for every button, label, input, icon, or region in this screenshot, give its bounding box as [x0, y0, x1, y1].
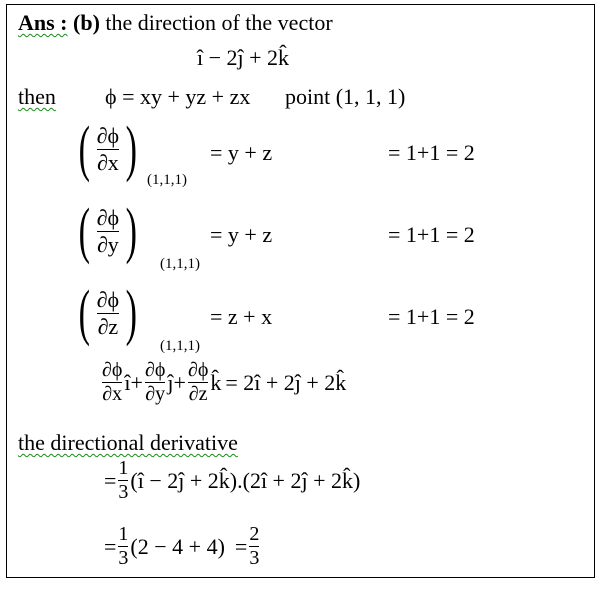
partial-z-eval-point: (1,1,1)	[160, 338, 200, 354]
point-text: point (1, 1, 1)	[285, 84, 406, 109]
option-label: (b)	[73, 10, 100, 35]
partial-x-expr: = y + z	[210, 140, 273, 165]
partial-x-value: = 1+1 = 2	[388, 140, 475, 165]
partial-z-block: ( $\frac{\partial\phi}{\partial z}$ )	[78, 279, 138, 347]
phi-definition: ϕ = xy + yz + zx	[105, 84, 251, 109]
gradient-result: = 2î + 2ĵ + 2k̂	[225, 369, 347, 395]
left-paren: (	[78, 115, 91, 183]
dot-product-expr: (î − 2ĵ + 2k̂).(2î + 2ĵ + 2k̂)	[130, 467, 361, 493]
partial-x-block	[74, 115, 142, 183]
sum-expr: (2 − 4 + 4)	[130, 533, 225, 559]
grad-term-y: $\frac{\partial\phi}{\partial y}$	[144, 359, 166, 405]
right-paren: )	[125, 115, 138, 183]
partial-x-fraction: $\frac{\partial\phi}{\partial x}$	[96, 122, 120, 175]
unit-i: î	[124, 369, 131, 395]
partial-z-expr: = z + x	[210, 304, 273, 329]
ans-label: Ans :	[18, 10, 68, 35]
partial-y-fraction: $\frac{\partial\phi}{\partial y}$	[96, 204, 120, 257]
one-third-fraction: $\frac{1}{3}$	[118, 457, 129, 503]
unit-j: ĵ	[167, 369, 174, 395]
vector-expression: î − 2ĵ + 2k̂	[197, 45, 290, 70]
dd-line-1: = $\frac{1}{3}$ (î − 2ĵ + 2k̂).(2î + 2ĵ + 2k̂)	[104, 457, 361, 503]
one-third-fraction-2: $\frac{1}{3}$	[118, 523, 129, 569]
partial-y-value: = 1+1 = 2	[388, 222, 475, 247]
partial-y-expr: = y + z	[210, 222, 273, 247]
partial-y-block: ( $\frac{\partial\phi}{\partial y}$ )	[78, 197, 138, 265]
partial-z-value: = 1+1 = 2	[388, 304, 475, 329]
header-line	[18, 10, 333, 36]
dd-line-2: = $\frac{1}{3}$ (2 − 4 + 4) = $\frac{2}{3}$	[104, 523, 260, 569]
header-text: the direction of the vector	[105, 10, 333, 35]
then-label: then	[18, 84, 56, 109]
gradient-line: $\frac{\partial\phi}{\partial x}$ î + $\frac{\partial\phi}{\partial y}$ ĵ + $\frac{\partial\phi}{\partial z}$ k̂ = 2î + 2ĵ + 2k̂	[102, 359, 347, 405]
partial-x-eval-point: (1,1,1)	[147, 172, 187, 188]
partial-z-fraction: $\frac{\partial\phi}{\partial z}$	[96, 286, 120, 339]
grad-term-z: $\frac{\partial\phi}{\partial z}$	[187, 359, 209, 405]
directional-derivative-label: the directional derivative	[18, 430, 238, 455]
result-fraction: $\frac{2}{3}$	[249, 523, 260, 569]
partial-y-eval-point: (1,1,1)	[160, 256, 200, 272]
unit-k: k̂	[210, 369, 222, 395]
grad-term-x: $\frac{\partial\phi}{\partial x}$	[102, 359, 123, 405]
